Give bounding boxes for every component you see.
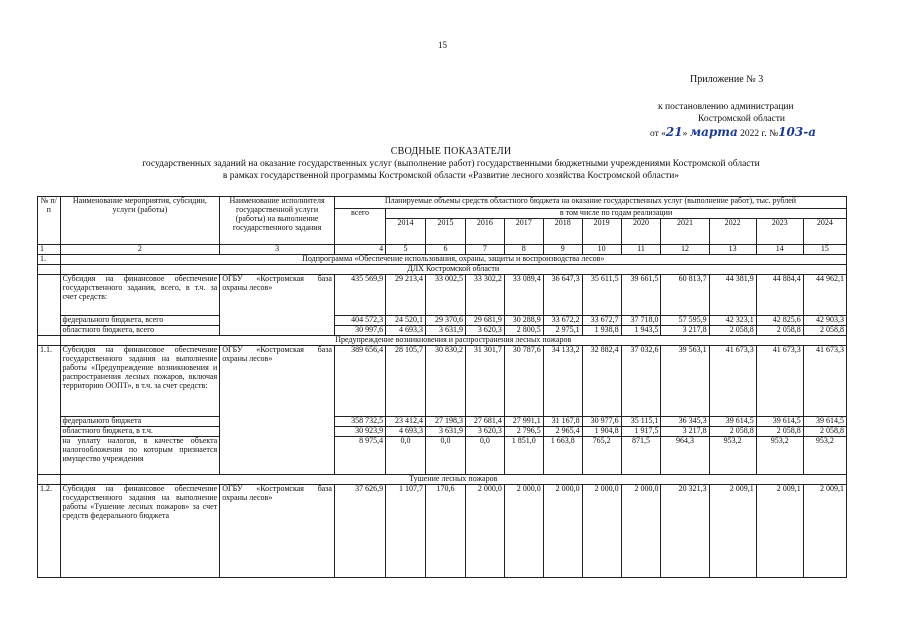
value-cell: 57 595,9 (661, 316, 709, 326)
value-cell: 4 693,3 (386, 326, 426, 336)
decree-line-2: Костромской области (698, 114, 785, 124)
decree-date-line (650, 125, 816, 139)
column-number: 1 (38, 245, 61, 255)
row-number: 1.2. (38, 485, 61, 578)
value-cell: 964,3 (661, 437, 709, 475)
value-cell: 3 217,8 (661, 326, 709, 336)
row-name: Субсидия на финансовое обеспечение государственного задания, всего, в т.ч. за счет средств: (60, 275, 220, 316)
value-cell: 8 975,4 (334, 437, 385, 475)
header-planned: Планируемые объемы средств областного бюджета на оказание государственных услуг (выполнение работ), тыс. рублей (334, 197, 846, 209)
subsection-row (38, 475, 847, 485)
value-cell: 1 107,7 (386, 485, 426, 578)
value-cell: 37 032,6 (621, 346, 661, 417)
page-number: 15 (438, 40, 447, 50)
table-row (38, 437, 847, 475)
value-cell: 3 620,3 (465, 427, 504, 437)
table-row (38, 427, 847, 437)
executor-name: ОГБУ «Костромская база охраны лесов» (220, 275, 335, 336)
value-cell: 60 813,7 (661, 275, 709, 316)
appendix-label: Приложение № 3 (690, 74, 764, 85)
executor-name: ОГБУ «Костромская база охраны лесов» (220, 485, 335, 578)
value-cell: 1 904,8 (582, 427, 621, 437)
table-row (38, 275, 847, 316)
value-cell: 871,5 (621, 437, 661, 475)
section-row (38, 255, 847, 265)
summary-table (37, 196, 847, 578)
column-number: 4 (334, 245, 385, 255)
value-cell: 23 412,4 (386, 417, 426, 427)
column-number: 11 (621, 245, 661, 255)
value-cell: 39 661,5 (621, 275, 661, 316)
value-cell: 3 631,9 (426, 326, 466, 336)
value-cell: 0,0 (426, 437, 466, 475)
table-row (38, 417, 847, 427)
decree-year: 2022 г. № (740, 129, 779, 139)
value-cell: 2 000,0 (465, 485, 504, 578)
document-subtitle-2: в рамках государственной программы Костромской области «Развитие лесного хозяйства Костромской области» (222, 171, 680, 181)
value-cell: 29 681,9 (465, 316, 504, 326)
column-number: 6 (426, 245, 466, 255)
column-number: 13 (709, 245, 756, 255)
year-header: 2023 (756, 219, 803, 245)
value-cell: 953,2 (756, 437, 803, 475)
year-header: 2014 (386, 219, 426, 245)
value-cell: 2 800,5 (504, 326, 543, 336)
value-cell: 389 656,4 (334, 346, 385, 417)
value-cell: 2 000,0 (543, 485, 582, 578)
value-cell: 37 626,9 (334, 485, 385, 578)
value-cell: 1 943,5 (621, 326, 661, 336)
subsection-title: Предупреждение возникновения и распространения лесных пожаров (60, 336, 846, 346)
value-cell: 30 830,2 (426, 346, 466, 417)
department-row (38, 265, 847, 275)
table-row (38, 316, 847, 326)
decree-month: марта (689, 125, 738, 139)
value-cell: 20 321,3 (661, 485, 709, 578)
column-number: 10 (582, 245, 621, 255)
subsection-title: Тушение лесных пожаров (60, 475, 846, 485)
header-by-year: в том числе по годам реализации (386, 209, 847, 219)
value-cell: 3 620,3 (465, 326, 504, 336)
decree-day: 21 (665, 125, 683, 139)
value-cell: 27 991,1 (504, 417, 543, 427)
decree-number: 103-а (778, 125, 816, 139)
table-row (38, 485, 847, 578)
value-cell: 1 917,5 (621, 427, 661, 437)
value-cell: 404 572,3 (334, 316, 385, 326)
section-number: 1. (38, 255, 61, 265)
header-executor: Наименование исполнителя государственной услуги (работы) на выполнение государственного задания (220, 197, 335, 245)
value-cell: 3 631,9 (426, 427, 466, 437)
subsection-row (38, 336, 847, 346)
value-cell: 2 000,0 (621, 485, 661, 578)
value-cell: 42 323,1 (709, 316, 756, 326)
value-cell: 42 903,3 (803, 316, 846, 326)
header-total: всего (334, 209, 385, 245)
year-header: 2021 (661, 219, 709, 245)
value-cell: 33 672,2 (543, 316, 582, 326)
value-cell: 34 133,2 (543, 346, 582, 417)
value-cell: 1 851,0 (504, 437, 543, 475)
value-cell: 39 614,5 (803, 417, 846, 427)
value-cell: 2 058,8 (803, 427, 846, 437)
value-cell: 2 009,1 (709, 485, 756, 578)
value-cell: 27 198,3 (426, 417, 466, 427)
year-header: 2017 (504, 219, 543, 245)
header-row-1 (38, 197, 847, 209)
value-cell: 435 569,9 (334, 275, 385, 316)
year-header: 2015 (426, 219, 466, 245)
value-cell: 44 381,9 (709, 275, 756, 316)
table-row (38, 346, 847, 417)
year-header: 2022 (709, 219, 756, 245)
value-cell: 1 938,8 (582, 326, 621, 336)
value-cell: 36 345,3 (661, 417, 709, 427)
value-cell: 2 975,1 (543, 326, 582, 336)
column-number: 12 (661, 245, 709, 255)
column-number: 14 (756, 245, 803, 255)
value-cell: 2 965,4 (543, 427, 582, 437)
document-title: СВОДНЫЕ ПОКАЗАТЕЛИ (390, 146, 512, 157)
value-cell: 2 058,8 (709, 427, 756, 437)
value-cell: 30 923,9 (334, 427, 385, 437)
value-cell: 41 673,3 (803, 346, 846, 417)
column-number: 8 (504, 245, 543, 255)
value-cell: 35 611,5 (582, 275, 621, 316)
value-cell: 27 681,4 (465, 417, 504, 427)
row-name: на уплату налогов, в качестве объекта налогообложения по которым признается имущество учреждения (60, 437, 220, 475)
value-cell: 30 977,6 (582, 417, 621, 427)
column-number: 9 (543, 245, 582, 255)
value-cell: 31 167,8 (543, 417, 582, 427)
value-cell: 2 000,0 (582, 485, 621, 578)
row-name: Субсидия на финансовое обеспечение государственного задания на выполнение работы «Тушение лесных пожаров» за счет средств федерального бюджета (60, 485, 220, 578)
value-cell: 37 718,0 (621, 316, 661, 326)
header-num: № п/п (38, 197, 61, 245)
decree-mid: » (682, 129, 690, 139)
value-cell: 2 058,8 (756, 427, 803, 437)
value-cell: 2 009,1 (756, 485, 803, 578)
column-number: 7 (465, 245, 504, 255)
value-cell: 30 997,6 (334, 326, 385, 336)
value-cell: 2 058,8 (803, 326, 846, 336)
value-cell: 2 796,5 (504, 427, 543, 437)
value-cell: 42 825,6 (756, 316, 803, 326)
value-cell: 44 962,1 (803, 275, 846, 316)
value-cell: 4 693,3 (386, 427, 426, 437)
column-number: 5 (386, 245, 426, 255)
row-number: 1.1. (38, 346, 61, 475)
department-label: ДЛХ Костромской области (60, 265, 846, 275)
value-cell: 39 614,5 (709, 417, 756, 427)
value-cell: 765,2 (582, 437, 621, 475)
value-cell: 953,2 (709, 437, 756, 475)
value-cell: 2 000,0 (504, 485, 543, 578)
value-cell: 0,0 (386, 437, 426, 475)
value-cell: 41 673,3 (709, 346, 756, 417)
column-number: 3 (220, 245, 335, 255)
value-cell: 33 672,7 (582, 316, 621, 326)
column-number-row (38, 245, 847, 255)
value-cell: 24 520,1 (386, 316, 426, 326)
value-cell: 953,2 (803, 437, 846, 475)
value-cell: 2 009,1 (803, 485, 846, 578)
value-cell: 33 089,4 (504, 275, 543, 316)
value-cell: 358 732,5 (334, 417, 385, 427)
row-name: Субсидия на финансовое обеспечение государственного задания на выполнение работы «Предупреждение возникновения и распространения лесных пожаров, включая территорию ООПТ», в т.ч. за счет средств: (60, 346, 220, 417)
value-cell: 44 884,4 (756, 275, 803, 316)
year-header: 2020 (621, 219, 661, 245)
value-cell: 30 787,6 (504, 346, 543, 417)
value-cell: 41 673,3 (756, 346, 803, 417)
executor-name: ОГБУ «Костромская база охраны лесов» (220, 346, 335, 475)
value-cell: 2 058,8 (709, 326, 756, 336)
year-header: 2016 (465, 219, 504, 245)
value-cell: 39 614,5 (756, 417, 803, 427)
value-cell: 33 002,5 (426, 275, 466, 316)
header-name: Наименование мероприятия, субсидии, услуги (работы) (60, 197, 220, 245)
value-cell: 31 301,7 (465, 346, 504, 417)
value-cell: 36 647,3 (543, 275, 582, 316)
value-cell: 32 882,4 (582, 346, 621, 417)
value-cell: 0,0 (465, 437, 504, 475)
table-row (38, 326, 847, 336)
value-cell: 39 563,1 (661, 346, 709, 417)
year-header: 2018 (543, 219, 582, 245)
column-number: 2 (60, 245, 220, 255)
value-cell: 1 663,8 (543, 437, 582, 475)
value-cell: 35 115,1 (621, 417, 661, 427)
value-cell: 170,6 (426, 485, 466, 578)
value-cell: 33 302,2 (465, 275, 504, 316)
decree-line-1: к постановлению администрации (658, 102, 794, 112)
section-title: Подпрограмма «Обеспечение использования, охраны, защиты и воспроизводства лесов» (60, 255, 846, 265)
value-cell: 29 213,4 (386, 275, 426, 316)
row-name: федерального бюджета (60, 417, 220, 427)
value-cell: 29 370,6 (426, 316, 466, 326)
value-cell: 3 217,8 (661, 427, 709, 437)
row-name: федерального бюджета, всего (60, 316, 220, 326)
value-cell: 30 288,9 (504, 316, 543, 326)
column-number: 15 (803, 245, 846, 255)
year-header: 2024 (803, 219, 846, 245)
value-cell: 28 105,7 (386, 346, 426, 417)
value-cell: 2 058,8 (756, 326, 803, 336)
row-name: областного бюджета, в т.ч. (60, 427, 220, 437)
row-name: областного бюджета, всего (60, 326, 220, 336)
decree-prefix: от « (650, 129, 666, 139)
year-header: 2019 (582, 219, 621, 245)
document-subtitle-1: государственных заданий на оказание государственных услуг (выполнение работ) государственными бюджетными учреждениями Костромской области (142, 159, 760, 169)
